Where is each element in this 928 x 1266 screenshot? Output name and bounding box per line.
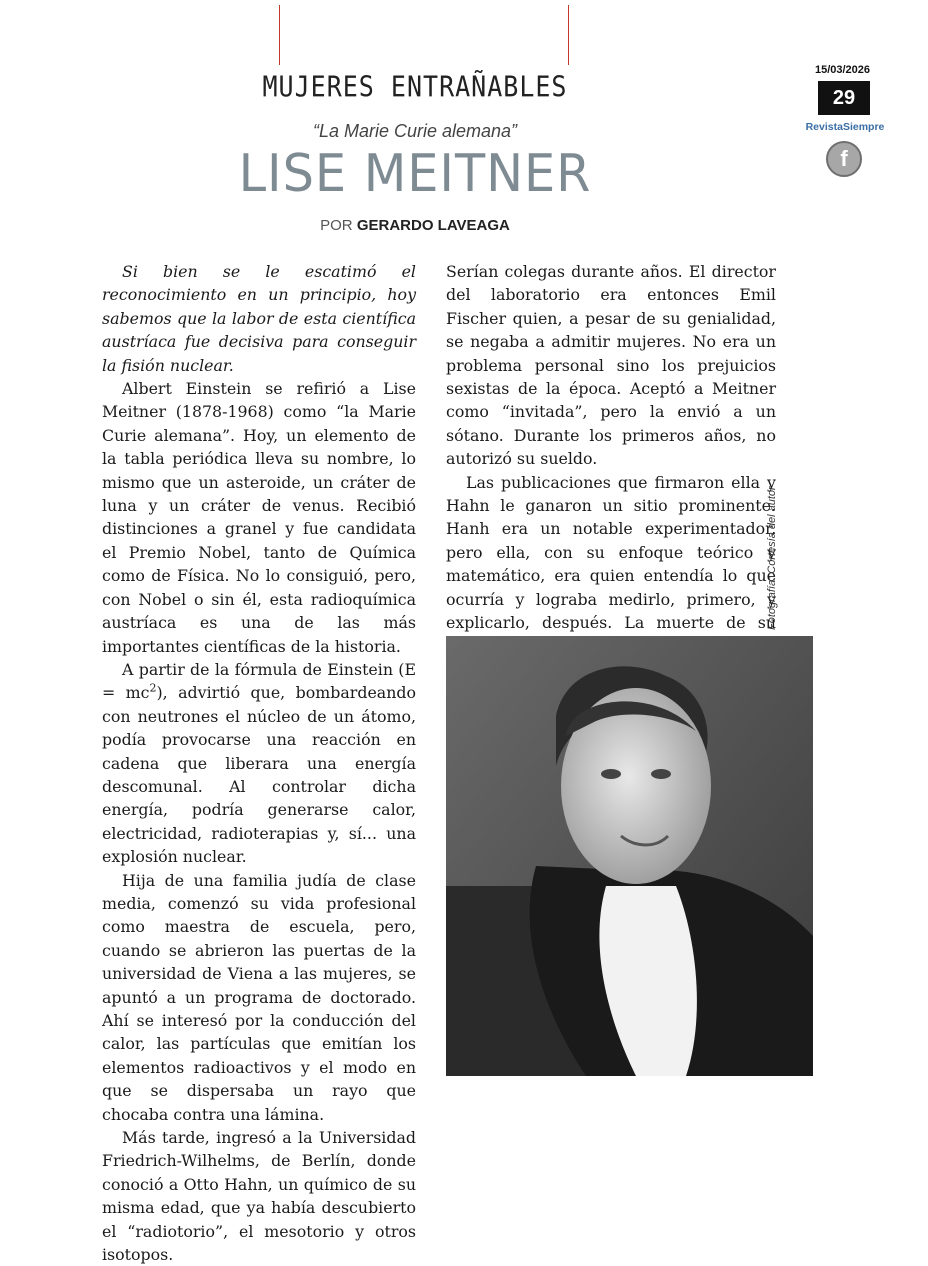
- right-eye: [651, 769, 671, 779]
- paragraph-text: Las publicaciones que firmaron ella y Hahn le ganaron un sitio prominente. Hanh era un notable experimentador, pero ella, con su enfoque teórico y matemático, era quien entendía lo que ocurría y lograba medirlo, primero, y explicarlo, después. La muerte de su: [446, 472, 776, 633]
- paragraph-text: A partir de la fórmula de Einstein (E = mc: [102, 659, 416, 703]
- issue-date: 15/03/2026: [814, 64, 871, 76]
- article-headline: LISE MEITNER: [238, 144, 592, 204]
- brand-handle[interactable]: RevistaSiempre: [805, 121, 885, 133]
- header-rule-right: [568, 5, 569, 65]
- paragraph: Albert Einstein se refirió a Lise Meitner (1878-1968) como “la Marie Curie alemana”. Hoy, un elemento de la tabla periódica lleva su nombre, lo mismo que un asteroide, un cráter de luna y un cráter de venus. Recibió distinciones a granel y fue candidata el Premio Nobel, tanto de Química como de Física. No lo consiguió, pero, con Nobel o sin él, esta radioquímica austríaca es una de las más importantes científicas de la historia.: [102, 379, 416, 656]
- article-lead: Si bien se le escatimó el reconocimiento en un principio, hoy sabemos que la labor de esta científica austríaca fue decisiva para conseguir la fisión nuclear.: [102, 262, 416, 375]
- paragraph: Más tarde, ingresó a la Universidad Friedrich-Wilhelms, de Berlín, donde conoció a Otto Hahn, un químico de su misma edad, que ya había descubierto el “radiotorio”, el mesotorio y otros isotopos.: [102, 1128, 416, 1265]
- byline-prefix: POR: [320, 217, 357, 234]
- portrait-illustration: [446, 636, 813, 1076]
- header-rule-left: [279, 5, 280, 65]
- facebook-icon[interactable]: f: [826, 141, 862, 177]
- article-column-1: [102, 260, 416, 1266]
- paragraph: Hija de una familia judía de clase media, comenzó su vida profesional como maestra de escuela, pero, cuando se abrieron las puertas de la universidad de Viena a las mujeres, se apuntó a un programa de doctorado. Ahí se interesó por la conducción del calor, las partículas que emitían los elementos radioactivos y el modo en que se dispersaba un rayo que chocaba contra una lámina.: [102, 870, 416, 1124]
- paragraph: [102, 658, 416, 869]
- superscript: 2: [149, 682, 157, 696]
- paragraph-text: ), advirtió que, bombardeando con neutrones el núcleo de un átomo, podía provocarse una reacción en cadena que liberara una energía descomunal. Al controlar dicha energía, podría generarse calor, electricidad, radioterapias y, sí... una explosión nuclear.: [102, 683, 417, 867]
- photo-credit: Fotografía: Cortesía del autor: [766, 486, 778, 630]
- section-title: MUJERES ENTRAÑABLES: [262, 69, 568, 104]
- page-number: 29: [818, 81, 870, 115]
- paragraph: Serían colegas durante años. El director del laboratorio era entonces Emil Fischer quien, a pesar de su genialidad, se negaba a admitir mujeres. No era un problema personal sino los prejuicios sexistas de la época. Aceptó a Meitner como “invitada”, pero la envió a un sótano. Durante los primeros años, no autorizó su sueldo.: [446, 262, 776, 469]
- left-eye: [601, 769, 621, 779]
- article-kicker: “La Marie Curie alemana”: [312, 121, 518, 141]
- byline: [200, 217, 630, 234]
- byline-author: GERARDO LAVEAGA: [356, 217, 510, 234]
- portrait-photo: [446, 636, 813, 1076]
